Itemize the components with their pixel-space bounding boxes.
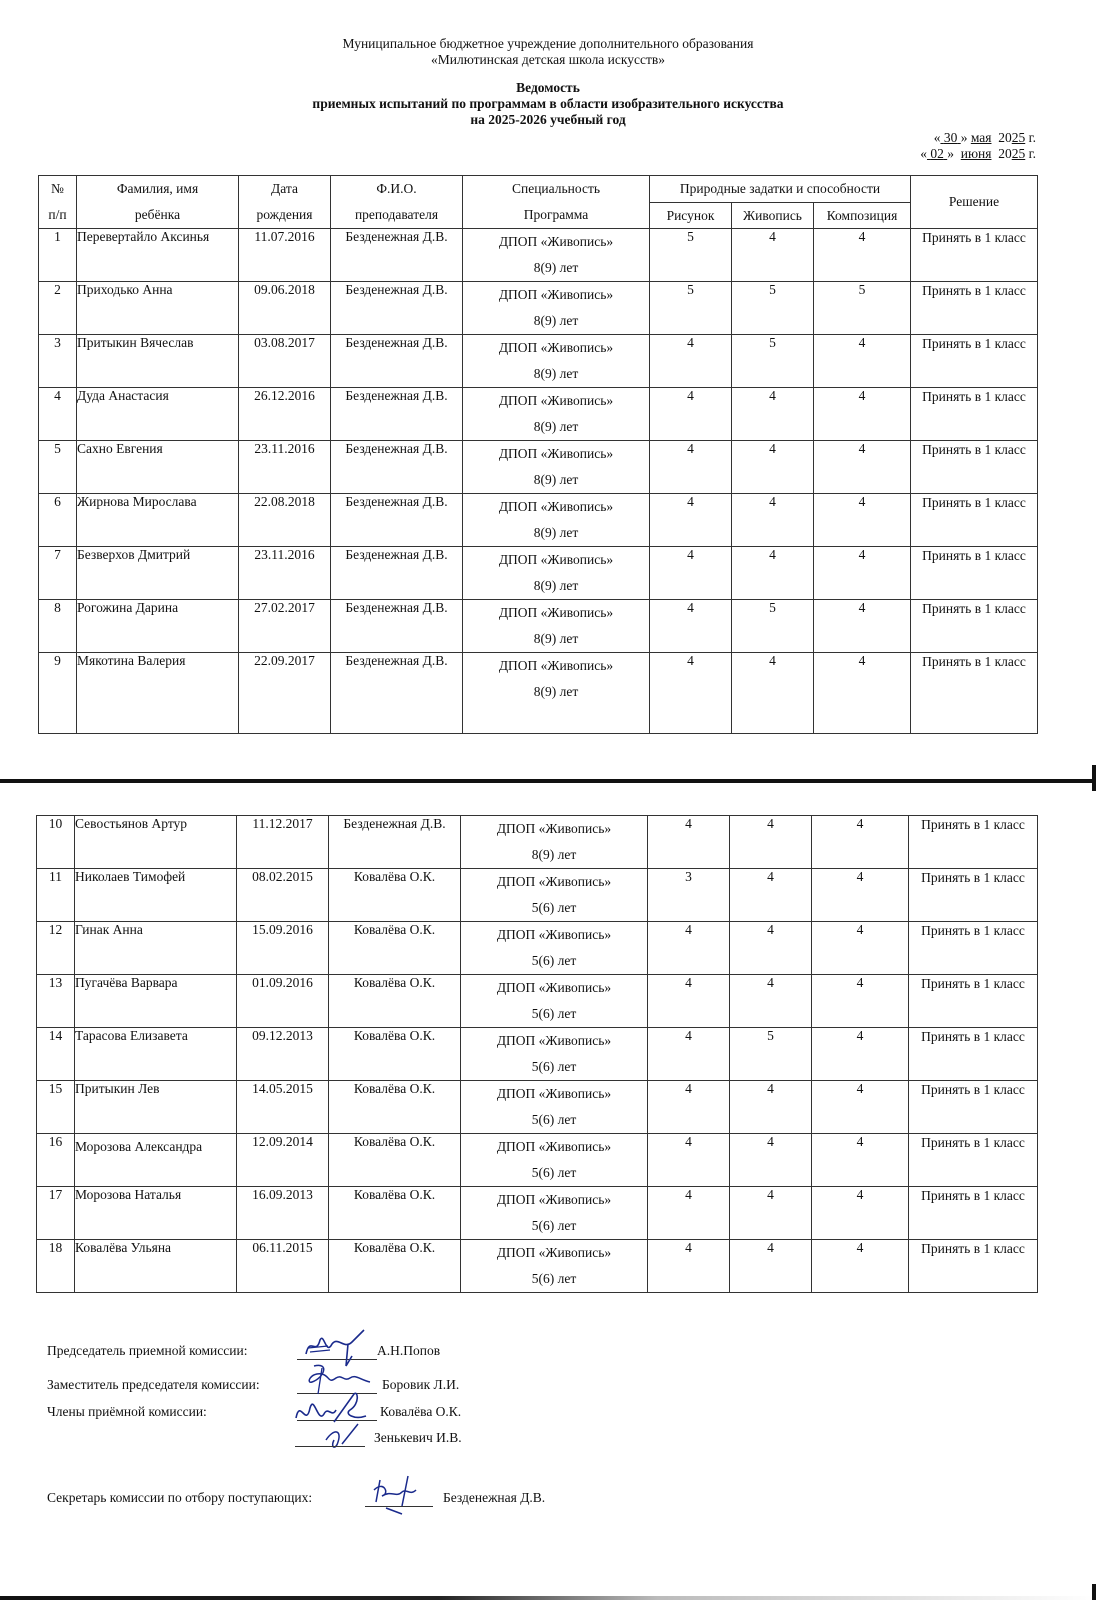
secretary-role: Секретарь комиссии по отбору поступающих: [47, 1490, 313, 1505]
cell-number: 7 [39, 547, 77, 600]
member2-signature-line [295, 1424, 365, 1447]
cell-teacher: Безденежная Д.В. [331, 653, 463, 734]
cell-birth-date: 06.11.2015 [237, 1240, 329, 1293]
cell-number: 4 [39, 388, 77, 441]
cell-decision: Принять в 1 класс [909, 1134, 1038, 1187]
program-name: ДПОП «Живопись» [498, 658, 614, 673]
cell-number: 1 [39, 229, 77, 282]
table-row [37, 975, 1038, 1028]
cell-program [463, 494, 650, 547]
table-body-page2 [37, 816, 1038, 1293]
cell-decision: Принять в 1 класс [911, 229, 1038, 282]
header-composition: Композиция [814, 202, 911, 229]
secretary-signature-icon [368, 1470, 428, 1518]
cell-decision: Принять в 1 класс [911, 335, 1038, 388]
cell-drawing-grade: 4 [650, 335, 732, 388]
cell-composition-grade: 4 [812, 869, 909, 922]
program-duration: 5(6) лет [531, 1112, 577, 1127]
cell-composition-grade: 5 [814, 282, 911, 335]
program-duration: 5(6) лет [531, 953, 577, 968]
cell-decision: Принять в 1 класс [911, 653, 1038, 734]
cell-drawing-grade: 4 [648, 975, 730, 1028]
cell-drawing-grade: 4 [650, 600, 732, 653]
program-name: ДПОП «Живопись» [498, 234, 614, 249]
table-row [37, 1081, 1038, 1134]
table-row [37, 816, 1038, 869]
cell-program [463, 282, 650, 335]
table-row [39, 282, 1038, 335]
cell-painting-grade: 4 [732, 653, 814, 734]
member2-name: Зенькевич И.В. [374, 1430, 462, 1445]
program-duration: 8(9) лет [533, 366, 579, 381]
org-name-line1: Муниципальное бюджетное учреждение дополнительного образования [342, 36, 754, 51]
cell-birth-date: 12.09.2014 [237, 1134, 329, 1187]
cell-birth-date: 22.08.2018 [239, 494, 331, 547]
date-2-year-prefix: 20 [998, 146, 1012, 161]
cell-painting-grade: 4 [730, 1240, 812, 1293]
cell-painting-grade: 4 [730, 975, 812, 1028]
cell-composition-grade: 4 [814, 494, 911, 547]
cell-decision: Принять в 1 класс [909, 1081, 1038, 1134]
cell-birth-date: 11.12.2017 [237, 816, 329, 869]
cell-program [461, 975, 648, 1028]
program-duration: 5(6) лет [531, 1218, 577, 1233]
cell-child-name: Мякотина Валерия [77, 653, 239, 734]
cell-program [461, 1134, 648, 1187]
program-duration: 8(9) лет [533, 525, 579, 540]
cell-composition-grade: 4 [812, 1028, 909, 1081]
date-2-year-suffix: 25 [1011, 146, 1026, 161]
cell-child-name: Приходько Анна [77, 282, 239, 335]
program-name: ДПОП «Живопись» [496, 874, 612, 889]
date-1-month: мая [970, 130, 992, 145]
cell-number: 5 [39, 441, 77, 494]
table-row [37, 922, 1038, 975]
cell-teacher: Безденежная Д.В. [329, 816, 461, 869]
cell-drawing-grade: 4 [648, 1134, 730, 1187]
cell-child-name: Ковалёва Ульяна [75, 1240, 237, 1293]
cell-teacher: Ковалёва О.К. [329, 1028, 461, 1081]
cell-number: 18 [37, 1240, 75, 1293]
cell-child-name: Безверхов Дмитрий [77, 547, 239, 600]
cell-child-name: Тарасова Елизавета [75, 1028, 237, 1081]
cell-drawing-grade: 3 [648, 869, 730, 922]
cell-teacher: Безденежная Д.В. [331, 494, 463, 547]
cell-birth-date: 15.09.2016 [237, 922, 329, 975]
cell-painting-grade: 4 [732, 494, 814, 547]
cell-decision: Принять в 1 класс [911, 282, 1038, 335]
organization-header [0, 36, 1096, 68]
cell-composition-grade: 4 [812, 1134, 909, 1187]
table-row [39, 547, 1038, 600]
program-duration: 5(6) лет [531, 1059, 577, 1074]
cell-painting-grade: 4 [730, 922, 812, 975]
cell-program [461, 1240, 648, 1293]
cell-painting-grade: 4 [732, 441, 814, 494]
cell-painting-grade: 5 [732, 282, 814, 335]
member1-name: Ковалёва О.К. [380, 1404, 462, 1419]
program-name: ДПОП «Живопись» [498, 446, 614, 461]
org-name-line2: «Милютинская детская школа искусств» [430, 52, 666, 67]
cell-birth-date: 11.07.2016 [239, 229, 331, 282]
cell-teacher: Безденежная Д.В. [331, 441, 463, 494]
cell-program [463, 600, 650, 653]
cell-child-name: Пугачёва Варвара [75, 975, 237, 1028]
cell-teacher: Ковалёва О.К. [329, 1187, 461, 1240]
program-duration: 8(9) лет [533, 260, 579, 275]
cell-program [461, 1081, 648, 1134]
cell-decision: Принять в 1 класс [911, 547, 1038, 600]
cell-program [463, 388, 650, 441]
title-line1: Ведомость [516, 80, 580, 95]
cell-painting-grade: 4 [730, 869, 812, 922]
date-2-day: 02 [930, 146, 944, 161]
cell-composition-grade: 4 [812, 816, 909, 869]
cell-teacher: Безденежная Д.В. [331, 547, 463, 600]
date-line-2: « 02 » июня 2025 г. [920, 146, 1036, 161]
program-name: ДПОП «Живопись» [496, 1086, 612, 1101]
date-line-1: « 30 » мая 2025 г. [933, 130, 1036, 145]
cell-drawing-grade: 5 [650, 229, 732, 282]
cell-painting-grade: 4 [732, 547, 814, 600]
cell-drawing-grade: 4 [648, 816, 730, 869]
cell-number: 16 [37, 1134, 75, 1187]
cell-composition-grade: 4 [812, 975, 909, 1028]
cell-birth-date: 22.09.2017 [239, 653, 331, 734]
cell-number: 10 [37, 816, 75, 869]
cell-painting-grade: 5 [730, 1028, 812, 1081]
cell-decision: Принять в 1 класс [909, 1187, 1038, 1240]
cell-child-name: Притыкин Лев [75, 1081, 237, 1134]
results-table-page2 [36, 815, 1038, 1293]
page-edge-mark [1092, 765, 1096, 791]
cell-painting-grade: 5 [732, 335, 814, 388]
cell-program [461, 1187, 648, 1240]
cell-drawing-grade: 4 [650, 441, 732, 494]
header-teacher: Ф.И.О. преподавателя [331, 176, 463, 229]
cell-decision: Принять в 1 класс [911, 494, 1038, 547]
cell-painting-grade: 4 [732, 388, 814, 441]
cell-composition-grade: 4 [814, 388, 911, 441]
cell-number: 8 [39, 600, 77, 653]
cell-painting-grade: 4 [732, 229, 814, 282]
program-duration: 8(9) лет [533, 631, 579, 646]
header-num: № п/п [39, 176, 77, 229]
program-duration: 8(9) лет [533, 684, 579, 699]
cell-program [463, 229, 650, 282]
cell-number: 2 [39, 282, 77, 335]
cell-birth-date: 27.02.2017 [239, 600, 331, 653]
cell-birth-date: 09.06.2018 [239, 282, 331, 335]
table-row [37, 1134, 1038, 1187]
members-role: Члены приёмной комиссии: [47, 1404, 207, 1419]
program-name: ДПОП «Живопись» [496, 1139, 612, 1154]
date-1-day: 30 [943, 130, 958, 145]
program-duration: 5(6) лет [531, 900, 577, 915]
cell-composition-grade: 4 [814, 653, 911, 734]
cell-drawing-grade: 4 [648, 1081, 730, 1134]
program-name: ДПОП «Живопись» [498, 340, 614, 355]
results-table-page1 [38, 175, 1038, 734]
program-duration: 5(6) лет [531, 1165, 577, 1180]
program-duration: 5(6) лет [531, 1006, 577, 1021]
cell-teacher: Ковалёва О.К. [329, 869, 461, 922]
header-birth-date: Дата рождения [239, 176, 331, 229]
cell-number: 9 [39, 653, 77, 734]
cell-number: 3 [39, 335, 77, 388]
cell-number: 17 [37, 1187, 75, 1240]
cell-child-name: Сахно Евгения [77, 441, 239, 494]
date-1-year-suffix: 25 [1011, 130, 1026, 145]
cell-teacher: Безденежная Д.В. [331, 388, 463, 441]
cell-birth-date: 01.09.2016 [237, 975, 329, 1028]
table-row [39, 335, 1038, 388]
program-name: ДПОП «Живопись» [498, 552, 614, 567]
table-row [37, 1187, 1038, 1240]
cell-decision: Принять в 1 класс [909, 816, 1038, 869]
signature-member2 [47, 1430, 647, 1450]
page-bottom-mark [1092, 1584, 1096, 1600]
cell-painting-grade: 4 [730, 1134, 812, 1187]
cell-birth-date: 14.05.2015 [237, 1081, 329, 1134]
deputy-role: Заместитель председателя комиссии: [47, 1377, 260, 1392]
program-name: ДПОП «Живопись» [498, 393, 614, 408]
cell-child-name: Притыкин Вячеслав [77, 335, 239, 388]
secretary-name: Безденежная Д.В. [443, 1490, 546, 1505]
cell-child-name: Рогожина Дарина [77, 600, 239, 653]
header-abilities-group: Природные задатки и способности [650, 176, 911, 203]
header-program: Специальность Программа [463, 176, 650, 229]
cell-program [461, 816, 648, 869]
cell-drawing-grade: 4 [650, 494, 732, 547]
cell-program [463, 547, 650, 600]
cell-decision: Принять в 1 класс [911, 441, 1038, 494]
table-row [37, 869, 1038, 922]
table-body-page1 [39, 229, 1038, 734]
program-duration: 8(9) лет [533, 313, 579, 328]
cell-composition-grade: 4 [814, 600, 911, 653]
cell-painting-grade: 4 [730, 816, 812, 869]
cell-teacher: Ковалёва О.К. [329, 975, 461, 1028]
program-name: ДПОП «Живопись» [498, 499, 614, 514]
cell-birth-date: 16.09.2013 [237, 1187, 329, 1240]
date-2-month: июня [960, 146, 992, 161]
program-name: ДПОП «Живопись» [496, 927, 612, 942]
document-dates [920, 130, 1036, 162]
cell-child-name: Жирнова Мирослава [77, 494, 239, 547]
cell-birth-date: 26.12.2016 [239, 388, 331, 441]
cell-composition-grade: 4 [814, 547, 911, 600]
cell-number: 15 [37, 1081, 75, 1134]
cell-drawing-grade: 4 [650, 547, 732, 600]
cell-composition-grade: 4 [812, 1081, 909, 1134]
cell-program [461, 869, 648, 922]
title-line2: приемных испытаний по программам в области изобразительного искусства [312, 96, 784, 111]
table-row [39, 600, 1038, 653]
cell-child-name: Морозова Александра [75, 1134, 237, 1187]
cell-teacher: Безденежная Д.В. [331, 600, 463, 653]
cell-decision: Принять в 1 класс [909, 975, 1038, 1028]
cell-child-name: Николаев Тимофей [75, 869, 237, 922]
program-name: ДПОП «Живопись» [496, 1245, 612, 1260]
table-header [39, 176, 1038, 229]
cell-decision: Принять в 1 класс [911, 388, 1038, 441]
program-name: ДПОП «Живопись» [496, 821, 612, 836]
date-1-year-prefix: 20 [998, 130, 1012, 145]
cell-drawing-grade: 4 [648, 1187, 730, 1240]
cell-program [461, 922, 648, 975]
cell-drawing-grade: 4 [648, 922, 730, 975]
cell-child-name: Дуда Анастасия [77, 388, 239, 441]
cell-teacher: Безденежная Д.В. [331, 282, 463, 335]
chair-name: А.Н.Попов [377, 1343, 441, 1358]
program-name: ДПОП «Живопись» [498, 287, 614, 302]
page-break-divider [0, 779, 1096, 783]
cell-teacher: Ковалёва О.К. [329, 922, 461, 975]
cell-teacher: Безденежная Д.В. [331, 229, 463, 282]
cell-teacher: Безденежная Д.В. [331, 335, 463, 388]
cell-drawing-grade: 5 [650, 282, 732, 335]
table-row [39, 441, 1038, 494]
page-bottom-edge [0, 1596, 1096, 1600]
table-row [39, 229, 1038, 282]
date-1-suffix: г. [1028, 130, 1036, 145]
cell-birth-date: 03.08.2017 [239, 335, 331, 388]
table-row [37, 1240, 1038, 1293]
deputy-name: Боровик Л.И. [382, 1377, 460, 1392]
cell-number: 11 [37, 869, 75, 922]
chair-role: Председатель приемной комиссии: [47, 1343, 248, 1358]
cell-composition-grade: 4 [812, 1240, 909, 1293]
program-duration: 8(9) лет [533, 578, 579, 593]
cell-birth-date: 23.11.2016 [239, 547, 331, 600]
cell-child-name: Севостьянов Артур [75, 816, 237, 869]
cell-painting-grade: 4 [730, 1187, 812, 1240]
cell-program [463, 441, 650, 494]
cell-decision: Принять в 1 класс [911, 600, 1038, 653]
title-line3: на 2025-2026 учебный год [470, 112, 626, 127]
cell-painting-grade: 4 [730, 1081, 812, 1134]
program-duration: 8(9) лет [533, 419, 579, 434]
cell-decision: Принять в 1 класс [909, 869, 1038, 922]
cell-drawing-grade: 4 [650, 388, 732, 441]
header-child-name: Фамилия, имя ребёнка [77, 176, 239, 229]
cell-decision: Принять в 1 класс [909, 922, 1038, 975]
cell-birth-date: 09.12.2013 [237, 1028, 329, 1081]
cell-teacher: Ковалёва О.К. [329, 1081, 461, 1134]
cell-child-name: Гинак Анна [75, 922, 237, 975]
date-2-suffix: г. [1028, 146, 1036, 161]
cell-program [463, 335, 650, 388]
table-row [39, 388, 1038, 441]
document-title [0, 80, 1096, 128]
cell-program [463, 653, 650, 734]
cell-child-name: Морозова Наталья [75, 1187, 237, 1240]
cell-drawing-grade: 4 [648, 1240, 730, 1293]
cell-number: 13 [37, 975, 75, 1028]
cell-number: 14 [37, 1028, 75, 1081]
program-name: ДПОП «Живопись» [498, 605, 614, 620]
program-name: ДПОП «Живопись» [496, 980, 612, 995]
cell-birth-date: 23.11.2016 [239, 441, 331, 494]
header-drawing: Рисунок [650, 202, 732, 229]
cell-drawing-grade: 4 [648, 1028, 730, 1081]
cell-number: 6 [39, 494, 77, 547]
program-duration: 5(6) лет [531, 1271, 577, 1286]
cell-composition-grade: 4 [812, 922, 909, 975]
cell-composition-grade: 4 [814, 441, 911, 494]
cell-composition-grade: 4 [814, 335, 911, 388]
table-row [37, 1028, 1038, 1081]
program-name: ДПОП «Живопись» [496, 1192, 612, 1207]
cell-program [461, 1028, 648, 1081]
cell-painting-grade: 5 [732, 600, 814, 653]
cell-teacher: Ковалёва О.К. [329, 1134, 461, 1187]
cell-composition-grade: 4 [812, 1187, 909, 1240]
table-row [39, 494, 1038, 547]
cell-teacher: Ковалёва О.К. [329, 1240, 461, 1293]
header-painting: Живопись [732, 202, 814, 229]
program-duration: 8(9) лет [533, 472, 579, 487]
cell-child-name: Перевертайло Аксинья [77, 229, 239, 282]
program-name: ДПОП «Живопись» [496, 1033, 612, 1048]
cell-composition-grade: 4 [814, 229, 911, 282]
header-decision: Решение [911, 176, 1038, 229]
table-row [39, 653, 1038, 734]
cell-drawing-grade: 4 [650, 653, 732, 734]
program-duration: 8(9) лет [531, 847, 577, 862]
cell-decision: Принять в 1 класс [909, 1240, 1038, 1293]
cell-number: 12 [37, 922, 75, 975]
cell-birth-date: 08.02.2015 [237, 869, 329, 922]
cell-decision: Принять в 1 класс [909, 1028, 1038, 1081]
